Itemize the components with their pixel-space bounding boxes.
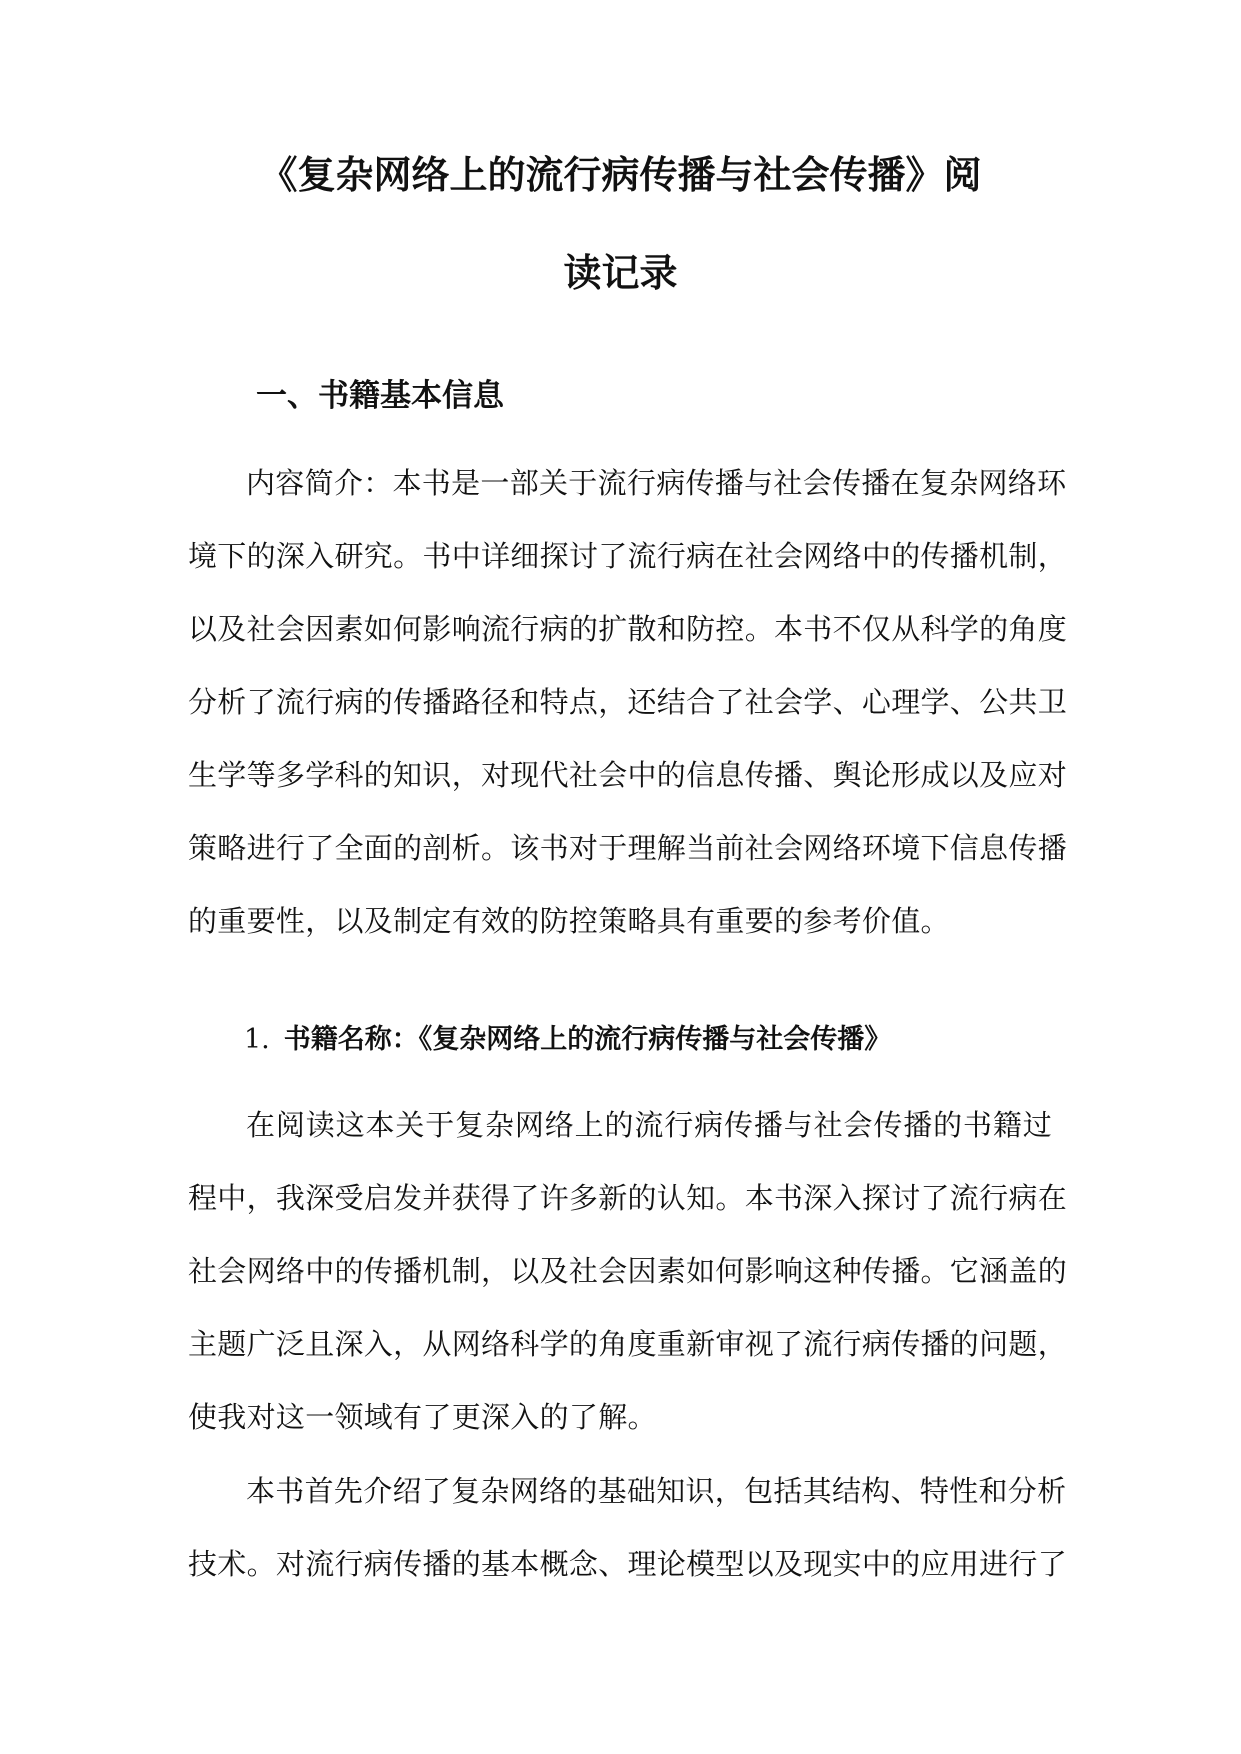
paragraph-line: 使我对这一领域有了更深入的了解。 <box>188 1400 657 1434</box>
document-title-line-2: 读记录 <box>563 251 678 295</box>
reading-paragraph-1 <box>188 1089 1068 1454</box>
paragraph-line: 在阅读这本关于复杂网络上的流行病传播与社会传播的书籍过 <box>246 1108 1052 1142</box>
paragraph-line: 本书首先介绍了复杂网络的基础知识，包括其结构、特性和分析 <box>246 1474 1067 1508</box>
paragraph-line: 主题广泛且深入，从网络科学的角度重新审视了流行病传播的问题， <box>188 1327 1068 1361</box>
paragraph-line: 的重要性，以及制定有效的防控策略具有重要的参考价值。 <box>188 904 950 938</box>
section-heading-basic-info: 一、书籍基本信息 <box>256 378 504 414</box>
paragraph-line: 分析了流行病的传播路径和特点，还结合了社会学、心理学、公共卫 <box>188 685 1068 719</box>
paragraph-line: 内容简介：本书是一部关于流行病传播与社会传播在复杂网络环 <box>246 466 1067 500</box>
document-title-line-1: 《复杂网络上的流行病传播与社会传播》阅 <box>259 153 982 197</box>
paragraph-line: 技术。对流行病传播的基本概念、理论模型以及现实中的应用进行了 <box>188 1547 1068 1581</box>
paragraph-line: 社会网络中的传播机制，以及社会因素如何影响这种传播。它涵盖的 <box>188 1254 1068 1288</box>
paragraph-line: 以及社会因素如何影响流行病的扩散和防控。本书不仅从科学的角度 <box>188 612 1068 646</box>
subsection-heading-text: 书籍名称：《复杂网络上的流行病传播与社会传播》 <box>283 1024 892 1055</box>
intro-paragraph <box>188 447 1068 958</box>
subsection-number: 1. <box>244 1024 270 1055</box>
subsection-heading-book-name <box>244 1022 891 1058</box>
paragraph-line: 策略进行了全面的剖析。该书对于理解当前社会网络环境下信息传播 <box>188 831 1068 865</box>
paragraph-line: 程中，我深受启发并获得了许多新的认知。本书深入探讨了流行病在 <box>188 1181 1068 1215</box>
paragraph-line: 境下的深入研究。书中详细探讨了流行病在社会网络中的传播机制， <box>188 539 1068 573</box>
reading-paragraph-2 <box>188 1455 1068 1601</box>
paragraph-line: 生学等多学科的知识，对现代社会中的信息传播、舆论形成以及应对 <box>188 758 1068 792</box>
